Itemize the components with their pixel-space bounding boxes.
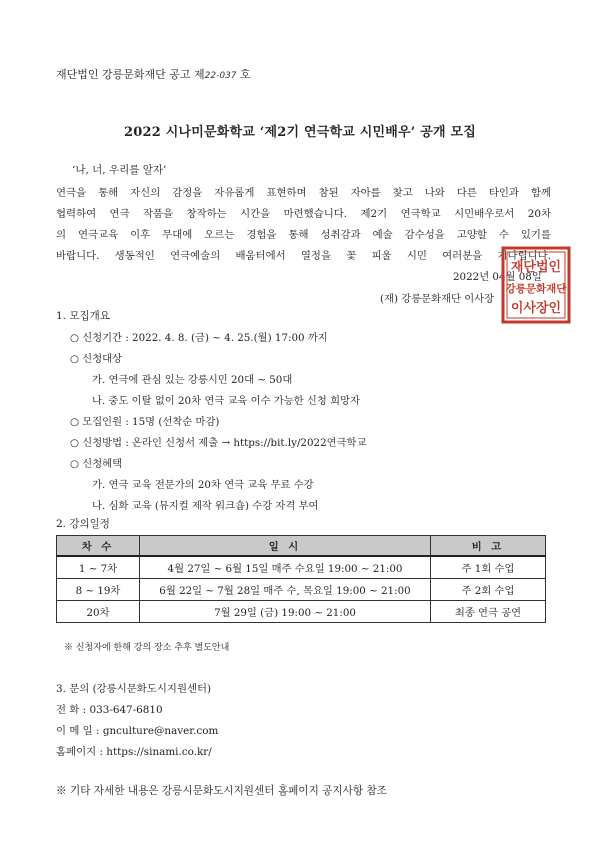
table-row [57, 556, 546, 579]
benefit-item-a: 가. 연극 교육 전문가의 20차 연극 교육 무료 수강 [92, 479, 314, 491]
contact-phone: 전 화 : 033-647-6810 [56, 704, 163, 716]
notice-number [56, 66, 251, 82]
eligibility-item-b: 나. 중도 이탈 없이 20차 연극 교육 이수 가능한 신청 희망자 [92, 395, 360, 407]
schedule-note: ※ 신청자에 한해 강의 장소 추후 별도안내 [64, 643, 230, 653]
seal-line-2: 강릉문화재단 [505, 283, 567, 295]
application-method: ○ 신청방법 : 온라인 신청서 제출 → https://bit.ly/2022연극학교 [70, 437, 367, 449]
schedule-table [56, 535, 546, 623]
schedule-header-row [57, 536, 546, 557]
eligibility-heading: ○ 신청대상 [70, 353, 123, 365]
row-datetime: 7월 29일 (금) 19:00 ~ 21:00 [140, 601, 431, 623]
section-1-heading: 1. 모집개요 [56, 310, 110, 322]
section-2-heading: 2. 강의일정 [56, 518, 110, 530]
eligibility-item-a: 가. 연극에 관심 있는 강릉시민 20대 ~ 50대 [92, 374, 293, 386]
footer-note: ※ 기타 자세한 내용은 강릉시문화도시지원센터 홈페이지 공지사항 참조 [56, 785, 387, 797]
table-row [57, 579, 546, 601]
row-session: 1 ~ 7차 [57, 556, 140, 579]
header-datetime: 일 시 [140, 536, 431, 557]
table-row [57, 601, 546, 623]
intro-line-1: 연극을 통해 자신의 감정을 자유롭게 표현하며 참된 자아를 찾고 나와 다른 타인과 함께 [56, 187, 551, 199]
row-remarks: 최종 연극 공연 [431, 601, 546, 623]
application-period: ○ 신청기간 : 2022. 4. 8. (금) ~ 4. 25.(월) 17:00 까지 [70, 332, 328, 344]
contact-homepage: 홈페이지 : https://sinami.co.kr/ [56, 746, 212, 758]
notice-suffix: 호 [236, 68, 251, 81]
issue-date: 2022년 04월 08일 [453, 271, 542, 283]
contact-email: 이 메 일 : gnculture@naver.com [56, 725, 219, 737]
seal-line-3: 이사장인 [510, 301, 562, 316]
recruit-quota: ○ 모집인원 : 15명 (선착순 마감) [70, 416, 220, 428]
row-remarks: 주 2회 수업 [431, 579, 546, 601]
notice-prefix: 재단법인 강릉문화재단 공고 제 [56, 68, 205, 81]
row-remarks: 주 1회 수업 [431, 556, 546, 579]
row-session: 8 ~ 19차 [57, 579, 140, 601]
slogan: ‘나, 너, 우리를 알자’ [72, 164, 167, 176]
issuer-organization: (재) 강릉문화재단 이사장 [380, 293, 495, 305]
intro-line-3: 의 연극교육 이후 무대에 오르는 경험을 통해 성취감과 예술 감수성을 고양할 수 있기를 [56, 229, 551, 241]
intro-line-2: 협력하여 연극 작품을 창작하는 시간을 마련했습니다. 제2기 연극학교 시민배우로서 20차 [56, 208, 551, 220]
row-datetime: 6월 22일 ~ 7월 28일 매주 수, 목요일 19:00 ~ 21:00 [140, 579, 431, 601]
header-remarks: 비 고 [431, 536, 546, 557]
notice-handwritten-number: 22-037 [204, 71, 237, 81]
benefit-item-b: 나. 심화 교육 (뮤지컬 제작 워크숍) 수강 자격 부여 [92, 500, 319, 512]
header-session: 차 수 [57, 536, 140, 557]
intro-line-4: 바랍니다. 생동적인 연극예술의 배움터에서 열정을 꽃 피울 시민 여러분을 기다립니다. [56, 250, 551, 262]
official-seal-icon [500, 245, 572, 325]
row-session: 20차 [57, 601, 140, 623]
seal-line-1: 재단법인 [510, 260, 562, 275]
section-3-heading: 3. 문의 (강릉시문화도시지원센터) [56, 683, 212, 695]
row-datetime: 4월 27일 ~ 6월 15일 매주 수요일 19:00 ~ 21:00 [140, 556, 431, 579]
document-title: 2022 시나미문화학교 ‘제2기 연극학교 시민배우’ 공개 모집 [124, 125, 476, 140]
benefits-heading: ○ 신청혜택 [70, 458, 123, 470]
